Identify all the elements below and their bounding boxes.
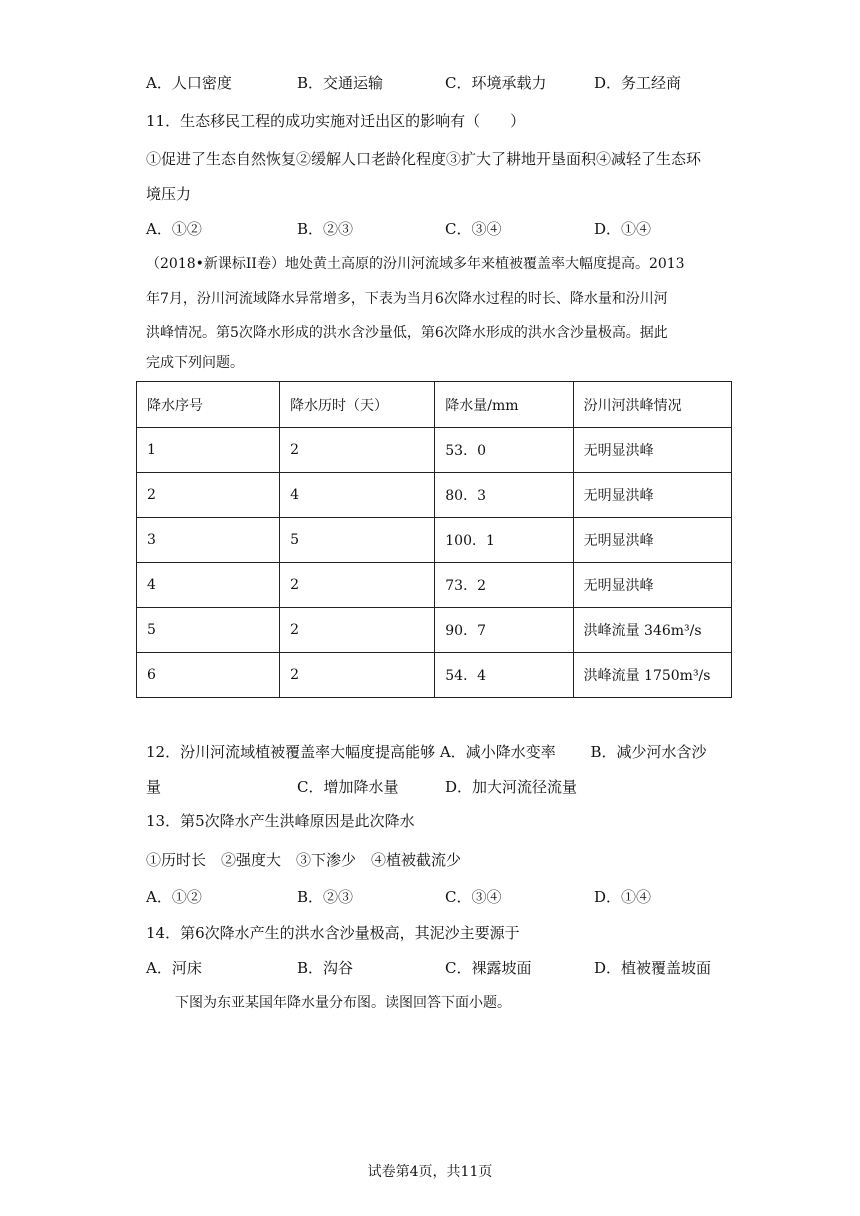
table-cell: 80．3 (435, 473, 573, 518)
q10-option-d: D．务工经商 (594, 74, 682, 92)
table-row (137, 428, 732, 473)
q11-option-d: D．①④ (594, 220, 652, 238)
table-header-cell: 汾川河洪峰情况 (573, 382, 731, 428)
table-cell: 2 (137, 473, 280, 518)
q11-option-b: B．②③ (297, 220, 354, 238)
table-row (137, 473, 732, 518)
passage-line-3: 洪峰情况。第5次降水形成的洪水含沙量低，第6次降水形成的洪水含沙量极高。据此 (146, 325, 668, 341)
q13-option-d: D．①④ (594, 888, 652, 906)
table-cell: 无明显洪峰 (573, 563, 731, 608)
q14-option-c: C．裸露坡面 (445, 959, 532, 977)
table-cell: 5 (280, 518, 435, 563)
q12-line2-fragment: 量 (146, 778, 162, 796)
q13-stem: 13．第5次降水产生洪峰原因是此次降水 (146, 812, 415, 830)
table-cell: 1 (137, 428, 280, 473)
passage-line-1: （2018•新课标II卷）地处黄土高原的汾川河流域多年来植被覆盖率大幅度提高。2013 (146, 256, 685, 272)
table-cell: 5 (137, 608, 280, 653)
table-header-cell: 降水量/mm (435, 382, 573, 428)
table-cell: 53．0 (435, 428, 573, 473)
table-cell: 无明显洪峰 (573, 473, 731, 518)
q12-option-c: C．增加降水量 (297, 778, 399, 796)
table-cell: 3 (137, 518, 280, 563)
q14-option-d: D．植被覆盖坡面 (594, 959, 712, 977)
table-cell: 无明显洪峰 (573, 428, 731, 473)
q14-stem: 14．第6次降水产生的洪水含沙量极高，其泥沙主要源于 (146, 924, 520, 942)
q10-option-c: C．环境承载力 (445, 74, 547, 92)
table-cell: 6 (137, 653, 280, 698)
table-cell: 4 (280, 473, 435, 518)
q13-option-b: B．②③ (297, 888, 354, 906)
q14-option-a: A．河床 (146, 959, 202, 977)
table-row (137, 608, 732, 653)
table-row (137, 518, 732, 563)
table-cell: 73．2 (435, 563, 573, 608)
q13-option-a: A．①② (146, 888, 202, 906)
q12-stem: 12．汾川河流域植被覆盖率大幅度提高能够 A．减小降水变率 B．减少河水含沙 (146, 743, 707, 761)
map-intro: 下图为东亚某国年降水量分布图。读图回答下面小题。 (175, 995, 511, 1011)
table-cell: 54．4 (435, 653, 573, 698)
table-cell: 洪峰流量 346m³/s (573, 608, 731, 653)
q13-option-c: C．③④ (445, 888, 502, 906)
table-cell: 洪峰流量 1750m³/s (573, 653, 731, 698)
precipitation-table (136, 381, 732, 698)
q11-option-a: A．①② (146, 220, 202, 238)
table-cell: 100．1 (435, 518, 573, 563)
table-cell: 2 (280, 608, 435, 653)
q11-stem: 11．生态移民工程的成功实施对迁出区的影响有（ ） (146, 112, 526, 130)
table-cell: 2 (280, 428, 435, 473)
q11-statements-line2: 境压力 (146, 185, 192, 203)
q10-option-b: B．交通运输 (297, 74, 384, 92)
table-header-cell: 降水历时（天） (280, 382, 435, 428)
q12-option-d: D．加大河流径流量 (445, 778, 578, 796)
table-cell: 2 (280, 653, 435, 698)
q10-option-a: A．人口密度 (146, 74, 232, 92)
table-row (137, 563, 732, 608)
page-footer: 试卷第4页，共11页 (367, 1164, 493, 1180)
table-header-cell: 降水序号 (137, 382, 280, 428)
table-cell: 2 (280, 563, 435, 608)
table-cell: 90．7 (435, 608, 573, 653)
q11-option-c: C．③④ (445, 220, 502, 238)
table-header-row (137, 382, 732, 428)
q13-statements: ①历时长 ②强度大 ③下渗少 ④植被截流少 (146, 851, 462, 869)
passage-line-4: 完成下列问题。 (146, 355, 244, 371)
table-row (137, 653, 732, 698)
passage-line-2: 年7月，汾川河流域降水异常增多，下表为当月6次降水过程的时长、降水量和汾川河 (146, 291, 668, 307)
q11-statements-line1: ①促进了生态自然恢复②缓解人口老龄化程度③扩大了耕地开垦面积④减轻了生态环 (146, 150, 702, 168)
table-cell: 无明显洪峰 (573, 518, 731, 563)
table-cell: 4 (137, 563, 280, 608)
q14-option-b: B．沟谷 (297, 959, 354, 977)
